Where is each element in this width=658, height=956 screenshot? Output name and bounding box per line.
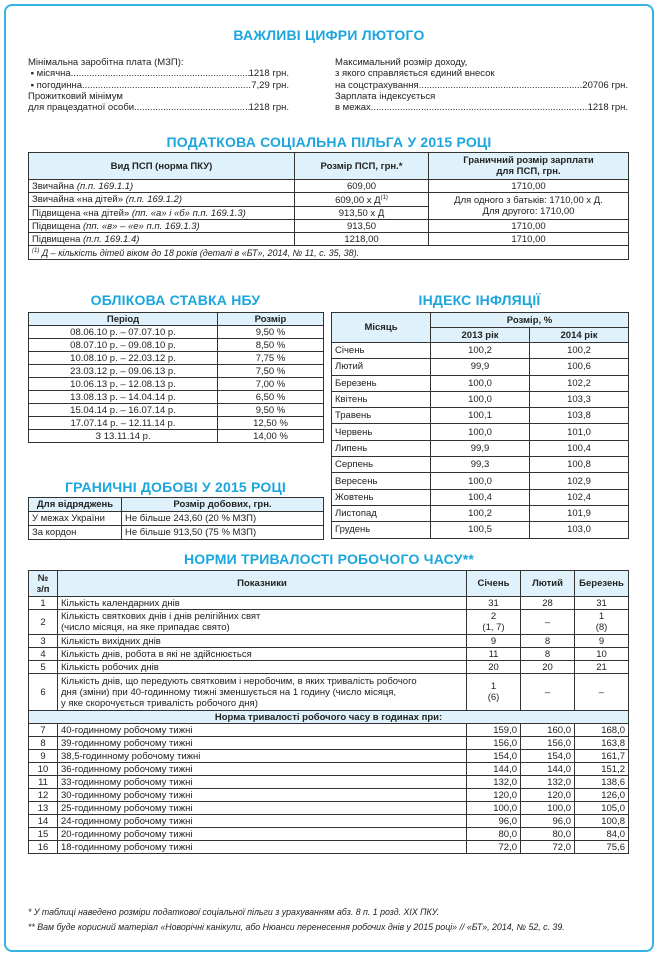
norm-cell: 84,0 [575,828,629,841]
subsistence-sub: для працездатної особи [28,102,135,114]
mzp-hourly-label: погодинна [36,79,83,91]
table-row: У межах України Не більше 243,60 (20 % МЗП) [29,512,324,526]
mzp-hourly-row [28,80,289,91]
norm-cell: 144,0 [467,763,521,776]
norm-cell: 151,2 [575,763,629,776]
nbu-cell: 23.03.12 р. – 09.06.13 р. [29,365,218,378]
table-row [29,724,629,737]
inflation-table [331,312,629,539]
norm-cell: 72,0 [521,841,575,854]
norm-cell: 159,0 [467,724,521,737]
inflation-cell: 103,0 [530,522,629,538]
psp-header-type: Вид ПСП (норма ПКУ) [29,153,295,180]
table-row [29,841,629,854]
table-row [29,339,324,352]
inflation-cell: Грудень [332,522,431,538]
table-row [29,815,629,828]
inflation-header-month: Місяць [332,313,431,343]
figures-right [335,57,628,113]
leader-dots [82,80,251,91]
figures-title: ВАЖЛИВІ ЦИФРИ ЛЮТОГО [233,27,425,43]
inflation-cell: 100,1 [431,408,530,424]
table-row [332,391,629,407]
norm-cell: 160,0 [521,724,575,737]
nbu-cell: 10.06.13 р. – 12.08.13 р. [29,378,218,391]
norm-cell: 105,0 [575,802,629,815]
table-row: Підвищена (п.п. 169.1.4) 1218,00 1710,00 [29,233,629,246]
mzp-monthly-row [28,68,289,79]
inflation-cell: 100,0 [431,391,530,407]
perdiem-header-size: Розмір добових, грн. [122,498,324,512]
table-row [29,417,324,430]
table-row [29,737,629,750]
norm-cell: 20-годинному робочому тижні [58,828,467,841]
norm-cell: 39-годинному робочому тижні [58,737,467,750]
table-row [29,404,324,417]
nbu-cell: 6,50 % [218,391,324,404]
table-row [332,489,629,505]
norm-cell: 15 [29,828,58,841]
worktime-title: НОРМИ ТРИВАЛОСТІ РОБОЧОГО ЧАСУ** [183,551,474,567]
norm-cell: 168,0 [575,724,629,737]
worktime-header-mar: Березень [575,571,629,597]
perdiem-header-trip: Для відряджень [29,498,122,512]
inflation-cell: Жовтень [332,489,431,505]
table-row: 6 Кількість днів, що передують святковим і неробочим, в яких тривалість робочого дня (зміни) при 40-годинному тижні зменшується на 1 годину (число місяця, у яке скорочується тривалість робочого дня) 1 (6) – – [29,674,629,711]
table-row [332,457,629,473]
inflation-cell: 102,4 [530,489,629,505]
nbu-cell: 13.08.13 р. – 14.04.14 р. [29,391,218,404]
mzp-label: Мінімальна заробітна плата (МЗП): [28,57,184,68]
inflation-cell: Вересень [332,473,431,489]
leader-dots [71,68,249,79]
table-row [29,802,629,815]
norm-cell: 156,0 [467,737,521,750]
norm-cell: 100,0 [521,802,575,815]
inflation-cell: 102,9 [530,473,629,489]
norm-cell: 38,5-годинному робочому тижні [58,750,467,763]
table-row [29,750,629,763]
psp-footnote: $^{(1)}$ Д – кількість дітей віком до 18 років (деталі в «БТ», 2014, № 11, с. 35, 38). [29,246,629,260]
footnote-1: * У таблиці наведено розміри податкової соціальної пільги з урахуванням абз. 8 п. 1 розд. XIX ПКУ. [28,907,440,917]
perdiem-title: ГРАНИЧНІ ДОБОВІ У 2015 РОЦІ [65,479,286,495]
norm-cell: 9 [29,750,58,763]
inflation-cell: Березень [332,375,431,391]
table-row: 4 Кількість днів, робота в які не здійснюється 11 8 10 [29,648,629,661]
inflation-cell: 99,3 [431,457,530,473]
mzp-hourly-value: 7,29 грн. [251,79,289,91]
psp-title: ПОДАТКОВА СОЦІАЛЬНА ПІЛЬГА У 2015 РОЦІ [166,134,492,150]
norm-cell: 25-годинному робочому тижні [58,802,467,815]
maxincome-line1: Максимальний розмір доходу, [335,57,468,68]
nbu-header-period: Період [29,313,218,326]
index-value: 1218 грн. [587,102,628,114]
index-row [335,102,628,113]
table-row [332,343,629,359]
table-row: Звичайна (п.п. 169.1.1) 609,00 1710,00 [29,180,629,193]
inflation-cell: 100,0 [431,473,530,489]
table-row: 3 Кількість вихідних днів 9 8 9 [29,635,629,648]
table-row [29,352,324,365]
nbu-cell: 15.04.14 р. – 16.07.14 р. [29,404,218,417]
inflation-cell: 100,4 [431,489,530,505]
inflation-cell: Лютий [332,359,431,375]
worktime-header-jan: Січень [467,571,521,597]
norm-cell: 100,8 [575,815,629,828]
table-row [29,365,324,378]
table-row [29,391,324,404]
inflation-cell: 100,2 [431,505,530,521]
table-row [332,375,629,391]
table-row [29,763,629,776]
table-row [29,378,324,391]
norm-cell: 36-годинному робочому тижні [58,763,467,776]
norm-cell: 24-годинному робочому тижні [58,815,467,828]
table-row [332,440,629,456]
norm-cell: 132,0 [467,776,521,789]
norm-cell: 11 [29,776,58,789]
index-line1: Зарплата індексується [335,90,436,102]
norm-cell: 80,0 [467,828,521,841]
norm-cell: 33-годинному робочому тижні [58,776,467,789]
norm-cell: 138,6 [575,776,629,789]
maxincome-line3: на соцстрахування [335,79,419,91]
inflation-cell: Листопад [332,505,431,521]
norm-cell: 12 [29,789,58,802]
table-row: Звичайна «на дітей» (п.п. 169.1.2) 609,00 х $Д^{(1)}$ Для одного з батьків: 1710,00 х Д. Для другого: 1710,00 [29,193,629,207]
leader-dots [134,102,248,113]
maxincome-row [335,80,628,91]
subsistence-label: Прожитковий мінімум [28,90,123,102]
table-row [29,326,324,339]
norm-cell: 75,6 [575,841,629,854]
norm-cell: 163,8 [575,737,629,750]
subsistence-value: 1218 грн. [248,102,289,114]
table-row [332,505,629,521]
nbu-cell: 7,75 % [218,352,324,365]
inflation-cell: 100,0 [431,375,530,391]
inflation-header-size: Розмір, % [431,313,629,328]
inflation-cell: 103,3 [530,391,629,407]
figures-left [28,57,289,113]
norm-cell: 80,0 [521,828,575,841]
leader-dots [371,102,588,113]
bullet-icon: ▪ [28,79,37,91]
inflation-cell: Січень [332,343,431,359]
norm-header-row: Норма тривалості робочого часу в годинах при: [29,711,629,724]
table-row [29,789,629,802]
inflation-cell: 99,9 [431,440,530,456]
norm-cell: 40-годинному робочому тижні [58,724,467,737]
table-row [332,424,629,440]
table-row [29,430,324,443]
inflation-cell: 100,2 [530,343,629,359]
worktime-header-feb: Лютий [521,571,575,597]
norm-cell: 18-годинному робочому тижні [58,841,467,854]
nbu-cell: 9,50 % [218,404,324,417]
norm-cell: 120,0 [467,789,521,802]
norm-cell: 156,0 [521,737,575,750]
bullet-icon: ▪ [28,68,37,80]
nbu-cell: 08.07.10 р. – 09.08.10 р. [29,339,218,352]
inflation-cell: 100,2 [431,343,530,359]
nbu-cell: З 13.11.14 р. [29,430,218,443]
inflation-cell: Травень [332,408,431,424]
inflation-cell: 101,9 [530,505,629,521]
inflation-header-2013: 2013 рік [431,328,530,343]
perdiem-table [28,497,324,540]
norm-cell: 96,0 [467,815,521,828]
norm-cell: 154,0 [467,750,521,763]
nbu-cell: 12,50 % [218,417,324,430]
table-row: 5 Кількість робочих днів 20 20 21 [29,661,629,674]
table-row [332,473,629,489]
inflation-title: ІНДЕКС ІНФЛЯЦІЇ [418,292,541,308]
worktime-table [28,570,629,854]
psp-header-limit: Граничний розмір зарплати для ПСП, грн. [429,153,629,180]
norm-cell: 132,0 [521,776,575,789]
mzp-monthly-label: місячна [36,68,71,80]
nbu-header-rate: Розмір [218,313,324,326]
index-line2: в межах [335,102,371,114]
subsistence-row [28,102,289,113]
norm-cell: 154,0 [521,750,575,763]
norm-cell: 120,0 [521,789,575,802]
inflation-cell: Червень [332,424,431,440]
table-row: За кордон Не більше 913,50 (75 % МЗП) [29,526,324,540]
nbu-table [28,312,324,443]
table-row [29,828,629,841]
nbu-cell: 17.07.14 р. – 12.11.14 р. [29,417,218,430]
nbu-cell: 7,00 % [218,378,324,391]
norm-cell: 100,0 [467,802,521,815]
table-row [29,776,629,789]
norm-cell: 126,0 [575,789,629,802]
inflation-cell: 100,6 [530,359,629,375]
psp-table [28,152,629,260]
inflation-cell: 100,0 [431,424,530,440]
footnote-2: ** Вам буде корисний матеріал «Новорічні канікули, або Нюанси перенесення робочих днів у 2015 році» // «БТ», 2014, № 52, с. 39. [28,922,565,932]
inflation-cell: 103,8 [530,408,629,424]
table-row [332,408,629,424]
nbu-cell: 9,50 % [218,326,324,339]
nbu-title: ОБЛІКОВА СТАВКА НБУ [90,292,261,308]
mzp-monthly-value: 1218 грн. [248,68,289,80]
psp-header-size: Розмір ПСП, грн.* [295,153,429,180]
inflation-cell: Липень [332,440,431,456]
inflation-header-2014: 2014 рік [530,328,629,343]
inflation-cell: Квітень [332,391,431,407]
norm-cell: 14 [29,815,58,828]
norm-cell: 96,0 [521,815,575,828]
table-row: 1 Кількість календарних днів 31 28 31 [29,597,629,610]
nbu-cell: 8,50 % [218,339,324,352]
table-row: Підвищена «на дітей» (пп. «а» і «б» п.п. 169.1.3) 913,50 х Д [29,207,629,220]
inflation-cell: 100,8 [530,457,629,473]
nbu-cell: 10.08.10 р. – 22.03.12 р. [29,352,218,365]
maxincome-line2: з якого справляється єдиний внесок [335,68,495,80]
norm-cell: 8 [29,737,58,750]
table-row: 2 Кількість святкових днів і днів релігійних свят (число місяця, на яке припадає свято) 2 (1, 7) – 1 (8) [29,610,629,635]
leader-dots [419,80,583,91]
table-row [332,359,629,375]
inflation-cell: 100,5 [431,522,530,538]
norm-cell: 7 [29,724,58,737]
table-row [332,522,629,538]
inflation-cell: 102,2 [530,375,629,391]
inflation-cell: Серпень [332,457,431,473]
norm-cell: 10 [29,763,58,776]
maxincome-value: 20706 грн. [582,79,628,91]
inflation-cell: 100,4 [530,440,629,456]
table-row: Підвищена (пп. «в» – «е» п.п. 169.1.3) 913,50 1710,00 [29,220,629,233]
nbu-cell: 7,50 % [218,365,324,378]
norm-cell: 161,7 [575,750,629,763]
norm-cell: 72,0 [467,841,521,854]
norm-cell: 16 [29,841,58,854]
nbu-cell: 08.06.10 р. – 07.07.10 р. [29,326,218,339]
worktime-header-num: № з/п [29,571,58,597]
nbu-cell: 14,00 % [218,430,324,443]
inflation-cell: 99,9 [431,359,530,375]
norm-cell: 13 [29,802,58,815]
norm-cell: 30-годинному робочому тижні [58,789,467,802]
inflation-cell: 101,0 [530,424,629,440]
worktime-header-indicator: Показники [58,571,467,597]
norm-cell: 144,0 [521,763,575,776]
